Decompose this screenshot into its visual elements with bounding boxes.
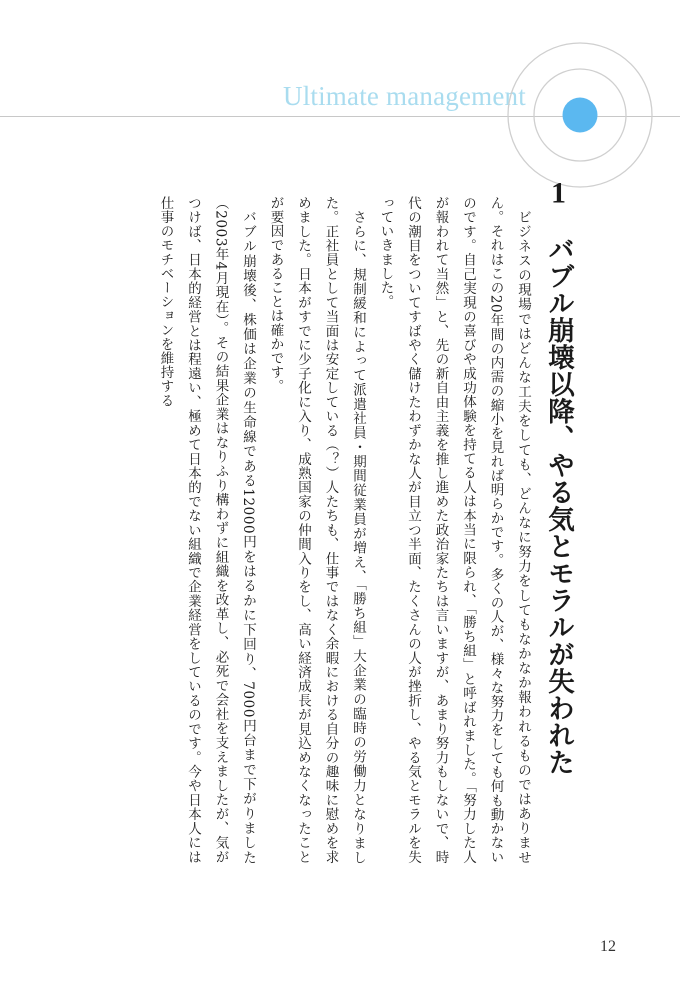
section-heading [538, 178, 578, 776]
paragraph: ビジネスの現場ではどんな工夫をしても、どんなに努力をしてもなかなか報われるものではありません。それはこの20年間の内需の縮小を見れば明らかです。多くの人が、様々な努力をしても何も動かないのです。自己実現の喜びや成功体験を持てる人は本当に限られ、「勝ち組」と呼ばれました。「努力した人が報われて当然」と、先の新自由主義を推し進めた政治家たちは言いますが、あまり努力もしないで、時代の潮目をついてすばやく儲けたわずかな人が目立つ半面、たくさんの人が挫折し、やる気とモラルを失っていきました。 [377, 196, 531, 864]
center-dot [563, 98, 598, 133]
body-text [151, 196, 536, 864]
page-number: 12 [600, 938, 616, 955]
section-number: 1 [551, 178, 566, 208]
header-title: Ultimate management [283, 81, 526, 111]
paragraph: さらに、規制緩和によって派遣社員・期間従業員が増え、「勝ち組」大企業の臨時の労働力となりました。正社員として当面は安定している（？）人たちも、仕事ではなく余暇における自分の趣味に慰めを求めました。日本がすでに少子化に入り、成熟国家の仲間入りをし、高い経済成長が見込めなくなったことが要因であることは確かです。 [267, 196, 366, 864]
paragraph: バブル崩壊後、株価は企業の生命線である12000円をはるかに下回り、7000円台まで下がりました（2003年4月現在）。その結果企業はなりふり構わずに組織を改革し、必死で会社を支えましたが、気がつけば、日本的経営とは程遠い、極めて日本的でない組織で企業経営をしているのです。今や日本人には仕事のモチベーションを維持する [157, 196, 256, 864]
section-title: バブル崩壊以降、やる気とモラルが失われた [543, 235, 574, 776]
